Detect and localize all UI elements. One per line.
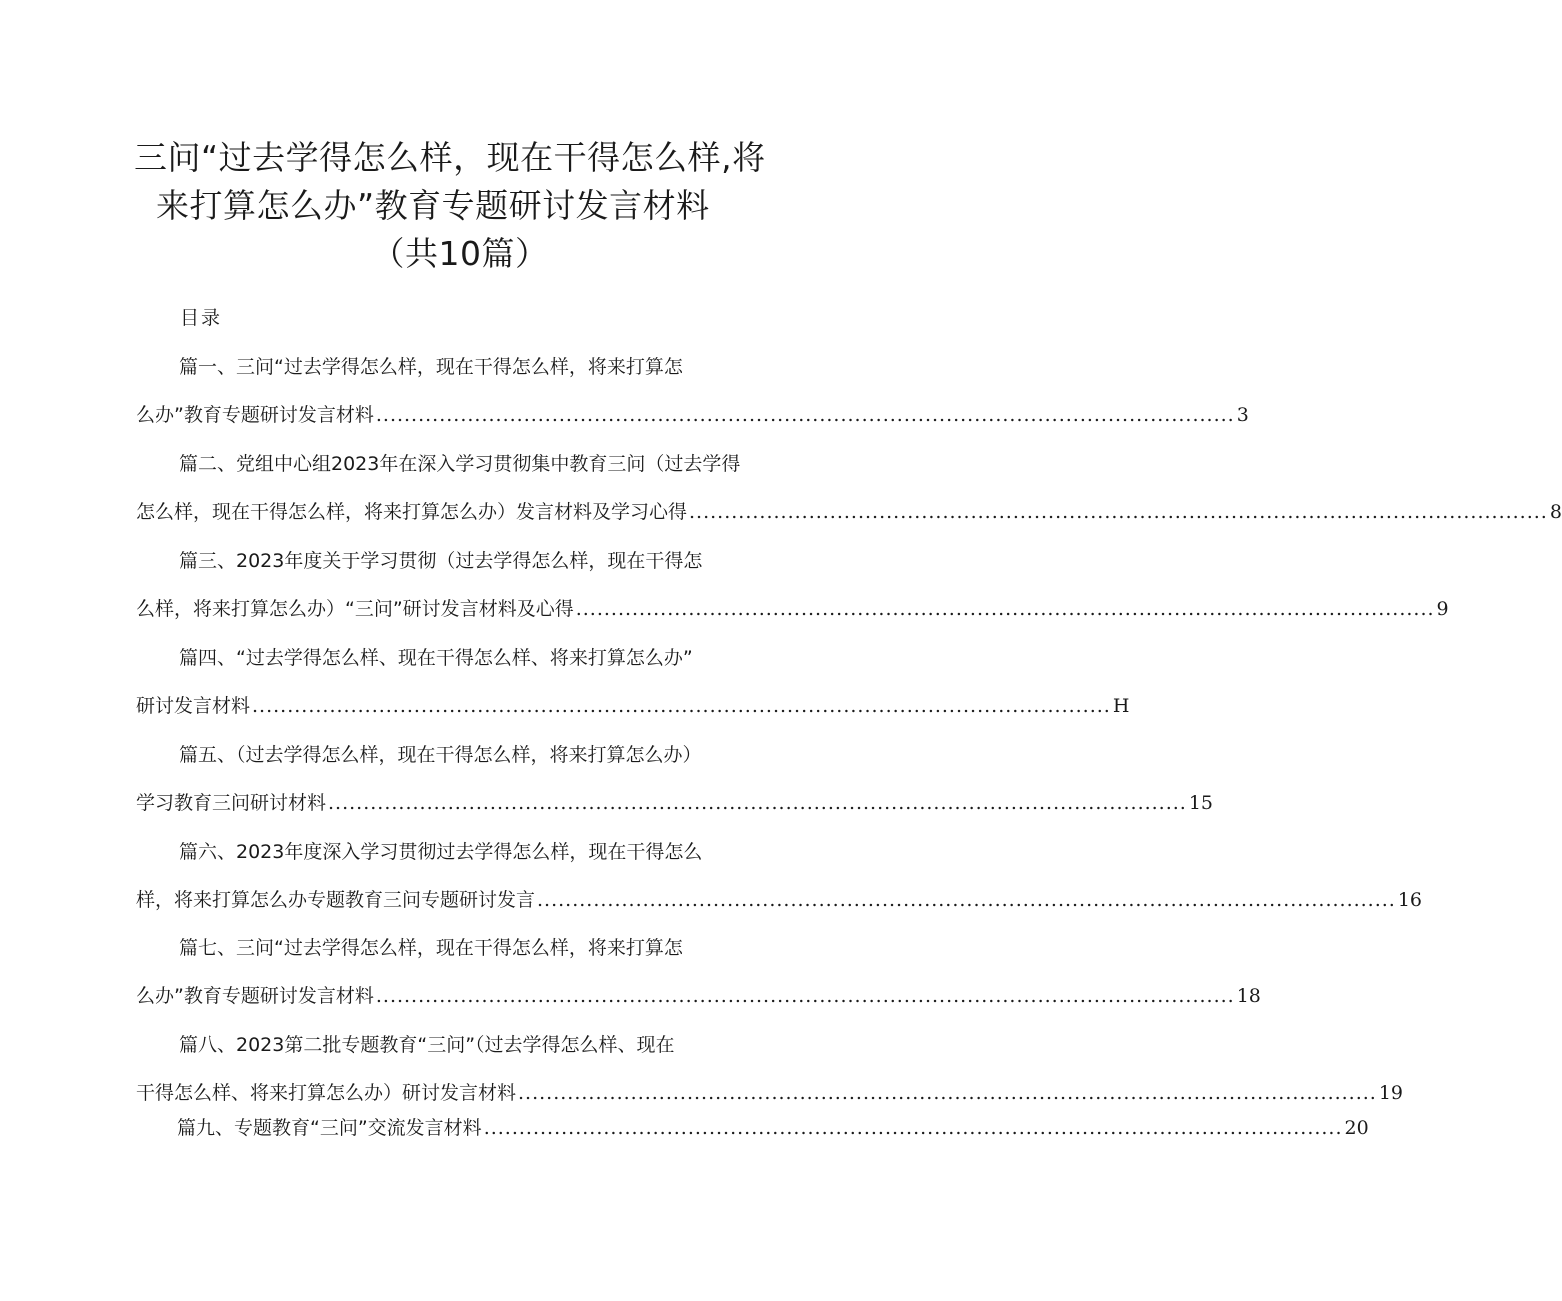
toc-entry-5-line-2[interactable] [136, 788, 1214, 818]
toc-entry-6-line-1[interactable]: 篇六、2023年度深入学习贯彻过去学得怎么样，现在干得怎么 [179, 841, 703, 863]
toc-entry-3-line-2[interactable] [136, 594, 1449, 624]
toc-entry-6-text: 样，将来打算怎么办专题教育三问专题研讨发言 [136, 889, 536, 911]
toc-entry-4-text: 研讨发言材料 [136, 695, 251, 717]
toc-entry-8-page: 19 [1378, 1082, 1404, 1104]
toc-entry-6-page: 16 [1397, 889, 1423, 911]
toc-leader-dots: .......................................................................................................................... [689, 501, 1548, 523]
toc-leader-dots: .......................................................................................................................... [518, 1082, 1377, 1104]
toc-entry-5-line-1[interactable]: 篇五、（过去学得怎么样，现在干得怎么样，将来打算怎么办） [179, 744, 702, 766]
toc-entry-9-page: 20 [1344, 1117, 1369, 1139]
toc-entry-2-page: 8 [1549, 501, 1562, 523]
toc-leader-dots: .......................................................................................................................... [328, 792, 1187, 814]
document-title-line-1: 三问“过去学得怎么样，现在干得怎么样,将 [134, 138, 766, 177]
toc-entry-5-page: 15 [1188, 792, 1214, 814]
toc-entry-7-page: 18 [1236, 985, 1261, 1007]
toc-entry-5-text: 学习教育三问研讨材料 [136, 792, 327, 814]
toc-entry-8-line-1[interactable]: 篇八、2023第二批专题教育“三问”（过去学得怎么样、现在 [179, 1034, 675, 1056]
toc-entry-2-text: 怎么样，现在干得怎么样，将来打算怎么办）发言材料及学习心得 [136, 501, 688, 523]
toc-entry-1-page: 3 [1236, 404, 1249, 426]
toc-entry-8-line-2[interactable] [136, 1078, 1404, 1108]
toc-entry-4-line-2[interactable] [136, 691, 1130, 721]
toc-leader-dots: .......................................................................................................................... [483, 1117, 1343, 1139]
document-title-line-3: （共10篇） [371, 234, 549, 273]
toc-entry-8-text: 干得怎么样、将来打算怎么办）研讨发言材料 [136, 1082, 517, 1104]
toc-entry-3-line-1[interactable]: 篇三、2023年度关于学习贯彻（过去学得怎么样，现在干得怎 [179, 550, 703, 572]
toc-leader-dots: .......................................................................................................................... [575, 598, 1435, 620]
toc-entry-2-line-1[interactable]: 篇二、党组中心组2023年在深入学习贯彻集中教育三问（过去学得 [179, 453, 741, 475]
toc-entry-1-text: 么办”教育专题研讨发言材料 [136, 404, 374, 426]
document-title-line-2: 来打算怎么办”教育专题研讨发言材料 [156, 186, 710, 225]
toc-entry-3-page: 9 [1436, 598, 1449, 620]
toc-leader-dots: .......................................................................................................................... [537, 889, 1396, 911]
toc-entry-9[interactable] [177, 1113, 1369, 1143]
toc-entry-2-line-2[interactable] [136, 497, 1562, 527]
toc-heading: 目录 [180, 307, 223, 329]
toc-entry-1-line-1[interactable]: 篇一、三问“过去学得怎么样，现在干得怎么样，将来打算怎 [179, 356, 683, 378]
toc-entry-1-line-2[interactable] [136, 400, 1249, 430]
toc-entry-6-line-2[interactable] [136, 885, 1423, 915]
toc-entry-4-page: H [1112, 695, 1130, 717]
toc-entry-7-text: 么办”教育专题研讨发言材料 [136, 985, 374, 1007]
toc-entry-4-line-1[interactable]: 篇四、“过去学得怎么样、现在干得怎么样、将来打算怎么办” [179, 647, 693, 669]
toc-entry-7-line-2[interactable] [136, 981, 1261, 1011]
toc-leader-dots: .......................................................................................................................... [375, 985, 1235, 1007]
toc-leader-dots: .......................................................................................................................... [252, 695, 1111, 717]
toc-leader-dots: .......................................................................................................................... [375, 404, 1235, 426]
toc-entry-9-text: 篇九、专题教育“三问”交流发言材料 [177, 1117, 482, 1139]
toc-entry-7-line-1[interactable]: 篇七、三问“过去学得怎么样，现在干得怎么样，将来打算怎 [179, 937, 683, 959]
toc-entry-3-text: 么样，将来打算怎么办）“三问”研讨发言材料及心得 [136, 598, 574, 620]
